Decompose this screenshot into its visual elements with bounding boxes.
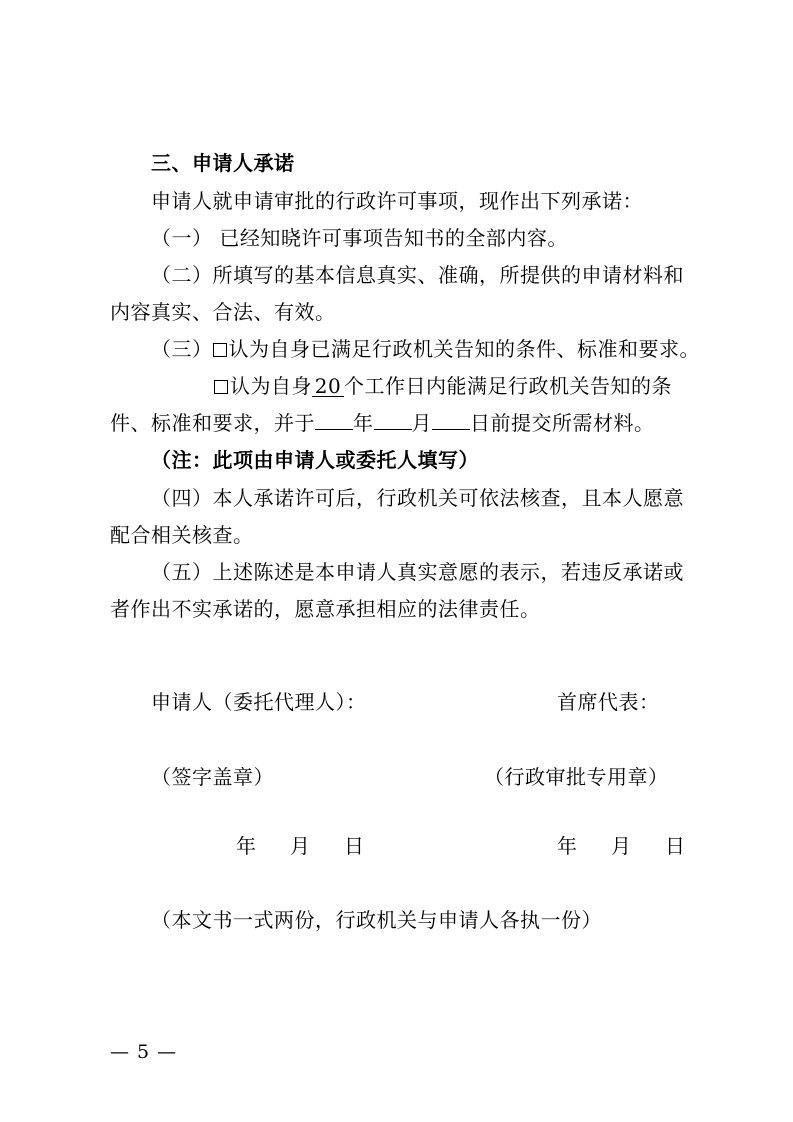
copies-note: （本文书一式两份，行政机关与申请人各执一份）: [151, 908, 602, 932]
authority-date-year: 年: [557, 834, 577, 858]
authority-date-day: 日: [665, 834, 685, 858]
commitment-item-2-line-1: （二）所填写的基本信息真实、准确，所提供的申请材料和: [151, 263, 684, 287]
applicant-label: 申请人（委托代理人）：: [151, 690, 367, 714]
option-2-text-after: 个工作日内能满足行政机关告知的条: [344, 374, 672, 398]
representative-label: 首席代表：: [557, 690, 660, 714]
option-2-text-before: 认为自身: [230, 374, 312, 398]
commitment-item-4-line-1: （四）本人承诺许可后，行政机关可依法核查，且本人愿意: [151, 486, 684, 510]
section-heading: 三、申请人承诺: [151, 151, 295, 175]
commitment-item-4-line-2: 配合相关核查。: [110, 523, 254, 547]
page-number: — 5 —: [110, 1041, 178, 1063]
submit-deadline-text: 日前提交所需材料。: [470, 411, 655, 435]
intro-text: 申请人就申请审批的行政许可事项，现作出下列承诺：: [151, 189, 643, 213]
commitment-item-5-line-1: （五）上述陈述是本申请人真实意愿的表示，若违反承诺或: [151, 560, 684, 584]
authority-date-month: 月: [611, 834, 631, 858]
submit-month-label: 月: [411, 411, 432, 435]
fill-note: （注：此项由申请人或委托人填写）: [151, 448, 479, 472]
option-1-checkbox[interactable]: [213, 343, 227, 357]
commitment-item-3-line-1: [151, 337, 700, 361]
commitment-item-3-line-2: [214, 374, 672, 398]
commitment-item-3-line-3: [110, 411, 655, 435]
authority-seal-label: （行政审批专用章）: [484, 765, 669, 789]
commitment-item-2-line-2: 内容真实、合法、有效。: [110, 300, 336, 324]
applicant-date-month: 月: [290, 834, 310, 858]
commitment-item-5-line-2: 者作出不实承诺的，愿意承担相应的法律责任。: [110, 597, 541, 621]
applicant-seal-label: （签字盖章）: [151, 765, 274, 789]
option-2-text-cont: 件、标准和要求，并于: [110, 411, 315, 435]
submit-day-field[interactable]: [432, 411, 470, 430]
applicant-date-year: 年: [236, 834, 256, 858]
submit-month-field[interactable]: [374, 411, 412, 430]
submit-year-field[interactable]: [315, 411, 353, 430]
option-2-checkbox[interactable]: [214, 380, 228, 394]
commitment-item-3-prefix: （三）: [151, 337, 213, 361]
submit-year-label: 年: [353, 411, 374, 435]
applicant-date-day: 日: [344, 834, 364, 858]
commitment-item-1: （一） 已经知晓许可事项告知书的全部内容。: [151, 226, 568, 250]
working-days-field[interactable]: 20: [312, 376, 344, 397]
option-1-text: 认为自身已满足行政机关告知的条件、标准和要求。: [228, 337, 700, 361]
